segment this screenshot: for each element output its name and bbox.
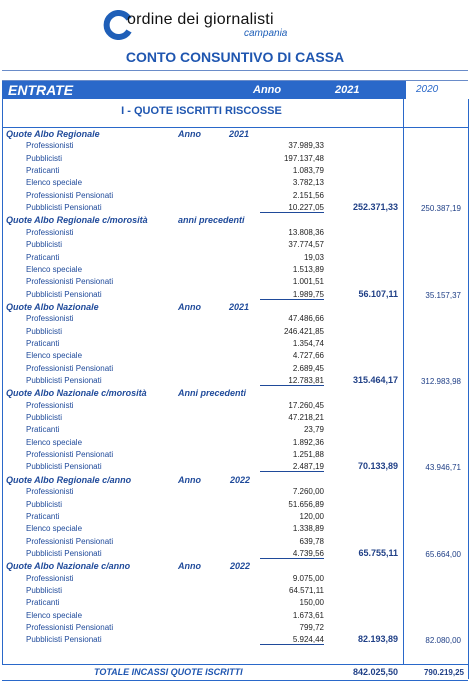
group-previous-year-value: 65.664,00 xyxy=(425,549,461,559)
line-item-value: 1.989,75 xyxy=(260,290,324,300)
line-item-label: Praticanti xyxy=(26,425,60,435)
line-item-label: Pubblicisti xyxy=(26,153,63,163)
line-item-value: 2.689,45 xyxy=(292,363,324,373)
logo-subtitle: campania xyxy=(244,28,288,39)
line-item-label: Professionisti xyxy=(26,141,74,151)
line-item-label: Elenco speciale xyxy=(26,351,83,361)
table-right-border xyxy=(468,99,469,679)
line-item xyxy=(2,178,324,190)
line-item-label: Elenco speciale xyxy=(26,264,83,274)
logo-text: ordine dei giornalisti xyxy=(127,11,274,28)
group-title: Quote Albo Nazionale c/morosità xyxy=(6,388,147,399)
line-item-value: 23,79 xyxy=(303,425,324,435)
line-item-label: Praticanti xyxy=(26,598,60,608)
group-anno-label: Anno xyxy=(178,301,201,312)
line-item xyxy=(2,425,324,437)
line-item-value: 1.001,51 xyxy=(292,277,324,287)
line-item xyxy=(2,314,324,326)
line-item xyxy=(2,154,324,166)
group-subtotal: 56.107,11 xyxy=(358,288,398,299)
line-item-label: Professionisti Pensionati xyxy=(26,536,114,546)
group-header xyxy=(6,475,401,487)
group-header xyxy=(6,129,401,141)
line-item xyxy=(2,574,324,586)
group-year: 2021 xyxy=(229,129,250,139)
line-item xyxy=(2,549,324,561)
line-item-value: 1.354,74 xyxy=(292,338,324,348)
line-item-label: Elenco speciale xyxy=(26,178,83,188)
line-item-value: 1.673,61 xyxy=(292,610,324,620)
line-item xyxy=(2,351,324,363)
group-previous-year-value: 82.080,00 xyxy=(425,636,461,646)
line-item-value: 47.486,66 xyxy=(288,314,324,324)
line-item-label: Professionisti Pensionati xyxy=(26,363,114,373)
group-header xyxy=(6,388,401,400)
line-item-value: 1.251,88 xyxy=(292,450,324,460)
document-title: CONTO CONSUNTIVO DI CASSA xyxy=(125,49,345,65)
line-item-value: 37.989,33 xyxy=(288,141,324,151)
group-year: 2022 xyxy=(230,561,251,572)
line-item xyxy=(2,611,324,623)
section-rule xyxy=(2,127,468,128)
line-item-value: 197.137,48 xyxy=(283,153,324,163)
line-item xyxy=(2,635,324,647)
group-subtotal: 65.755,11 xyxy=(358,547,398,558)
header-divider xyxy=(2,70,468,81)
line-item xyxy=(2,253,324,265)
group-title: Quote Albo Regionale c/morosità xyxy=(6,215,148,226)
line-item xyxy=(2,203,324,215)
line-item-value: 9.075,00 xyxy=(292,573,324,583)
line-item-value: 64.571,11 xyxy=(289,585,324,595)
line-item-value: 1.338,89 xyxy=(292,524,324,534)
line-item xyxy=(2,401,324,413)
line-item xyxy=(2,623,324,635)
line-item-value: 5.924,44 xyxy=(260,635,324,645)
line-item-label: Pubblicisti Pensionati xyxy=(26,635,102,645)
group-subtotal: 82.193,89 xyxy=(357,634,398,645)
line-item xyxy=(2,524,324,536)
line-item xyxy=(2,240,324,252)
line-item xyxy=(2,413,324,425)
group-subtotal: 70.133,89 xyxy=(357,461,398,472)
section-title: I - QUOTE ISCRITTI RISCOSSE xyxy=(121,105,282,117)
line-item-value: 2.151,56 xyxy=(292,190,324,200)
entrate-header-bar xyxy=(2,81,468,99)
group-anno-label: Anno xyxy=(178,474,201,485)
line-item-label: Professionisti xyxy=(26,487,74,497)
line-item-label: Pubblicisti xyxy=(26,499,63,509)
total-row xyxy=(2,664,468,681)
group-previous-year-value: 312.983,98 xyxy=(420,377,461,386)
line-item xyxy=(2,228,324,240)
group-subtotal: 315.464,17 xyxy=(352,375,398,385)
line-item-label: Professionisti xyxy=(26,227,74,237)
line-item-value: 12.783,81 xyxy=(260,376,324,386)
group-header xyxy=(6,561,401,573)
line-item-label: Pubblicisti xyxy=(26,413,63,423)
line-item-value: 1.083,79 xyxy=(292,166,324,176)
line-item xyxy=(2,141,324,153)
line-item-label: Professionisti xyxy=(26,314,74,324)
group-title: Quote Albo Regionale xyxy=(6,129,100,139)
line-item-value: 17.260,45 xyxy=(288,400,324,410)
line-item xyxy=(2,376,324,388)
line-item-label: Pubblicisti xyxy=(26,326,63,336)
line-item xyxy=(2,500,324,512)
total-previous-value: 790.219,25 xyxy=(423,668,464,677)
line-item xyxy=(2,586,324,598)
entrate-current-year: 2021 xyxy=(335,84,360,96)
entrate-previous-year: 2020 xyxy=(405,81,468,99)
group-anno-label: anni precedenti xyxy=(178,215,245,226)
line-item-value: 4.727,66 xyxy=(292,351,324,361)
group-anno-label: Anno xyxy=(178,561,201,572)
line-item-value: 639,78 xyxy=(299,536,324,546)
line-item-label: Praticanti xyxy=(26,511,60,521)
group-year: 2021 xyxy=(229,301,250,312)
line-item-label: Pubblicisti Pensionati xyxy=(26,462,102,472)
group-previous-year-value: 35.157,37 xyxy=(425,290,461,300)
line-item xyxy=(2,537,324,549)
group-subtotal: 252.371,33 xyxy=(352,202,398,213)
line-item-value: 3.782,13 xyxy=(292,178,324,188)
entrate-anno-label: Anno xyxy=(253,84,282,96)
line-item-value: 37.774,57 xyxy=(288,240,324,250)
group-previous-year-value: 43.946,71 xyxy=(425,463,461,473)
line-item-label: Praticanti xyxy=(26,338,60,348)
line-item xyxy=(2,450,324,462)
line-item-label: Pubblicisti xyxy=(26,240,63,250)
line-item-value: 19,03 xyxy=(303,252,324,262)
line-item-value: 7.260,00 xyxy=(292,487,324,497)
line-item-label: Professionisti Pensionati xyxy=(26,277,114,287)
line-item xyxy=(2,290,324,302)
line-item-label: Professionisti xyxy=(26,400,74,410)
line-item-value: 51.656,89 xyxy=(288,499,324,509)
group-title: Quote Albo Nazionale xyxy=(6,301,99,312)
line-item-label: Professionisti Pensionati xyxy=(26,450,114,460)
line-item-label: Elenco speciale xyxy=(26,524,83,534)
line-item-value: 4.739,56 xyxy=(260,549,324,559)
line-item-label: Professionisti xyxy=(26,573,74,583)
line-item-value: 120,00 xyxy=(299,511,324,521)
line-item xyxy=(2,512,324,524)
logo xyxy=(103,8,313,42)
line-item-value: 799,72 xyxy=(299,623,324,632)
line-item-value: 150,00 xyxy=(299,598,324,608)
line-item xyxy=(2,265,324,277)
line-item xyxy=(2,277,324,289)
line-item-label: Pubblicisti Pensionati xyxy=(26,289,102,299)
line-item-value: 1.513,89 xyxy=(292,264,324,274)
line-item-label: Pubblicisti Pensionati xyxy=(26,203,102,213)
line-item-label: Pubblicisti Pensionati xyxy=(26,548,102,558)
line-item-value: 246.421,85 xyxy=(283,326,324,336)
group-anno-label: Anno xyxy=(178,129,201,139)
group-title: Quote Albo Regionale c/anno xyxy=(6,474,132,485)
line-item-label: Professionisti Pensionati xyxy=(26,190,114,200)
line-item xyxy=(2,487,324,499)
line-item-label: Professionisti Pensionati xyxy=(26,623,114,632)
line-item xyxy=(2,462,324,474)
line-item-label: Praticanti xyxy=(26,252,60,262)
group-header xyxy=(6,302,401,314)
line-item xyxy=(2,339,324,351)
line-item-value: 13.808,36 xyxy=(288,227,324,237)
line-item xyxy=(2,166,324,178)
line-item-label: Elenco speciale xyxy=(26,610,83,620)
line-item-label: Praticanti xyxy=(26,166,60,176)
line-item-value: 1.892,36 xyxy=(292,437,324,447)
line-item-label: Elenco speciale xyxy=(26,437,83,447)
total-label: TOTALE INCASSI QUOTE ISCRITTI xyxy=(94,667,243,677)
group-previous-year-value: 250.387,19 xyxy=(420,204,461,214)
group-year: 2022 xyxy=(230,474,251,485)
group-header xyxy=(6,215,401,227)
line-item xyxy=(2,191,324,203)
line-item xyxy=(2,438,324,450)
line-item xyxy=(2,327,324,339)
line-item-value: 2.487,19 xyxy=(260,462,324,472)
line-item xyxy=(2,598,324,610)
line-item-label: Pubblicisti Pensionati xyxy=(26,376,102,385)
line-item-label: Pubblicisti xyxy=(26,585,63,595)
line-item xyxy=(2,364,324,376)
line-item-value: 10.227,05 xyxy=(260,203,324,213)
line-item-value: 47.218,21 xyxy=(288,413,324,423)
total-current-value: 842.025,50 xyxy=(352,667,398,677)
entrate-label: ENTRATE xyxy=(8,82,74,98)
group-title: Quote Albo Nazionale c/anno xyxy=(6,561,131,572)
group-anno-label: Anni precedenti xyxy=(178,388,247,399)
